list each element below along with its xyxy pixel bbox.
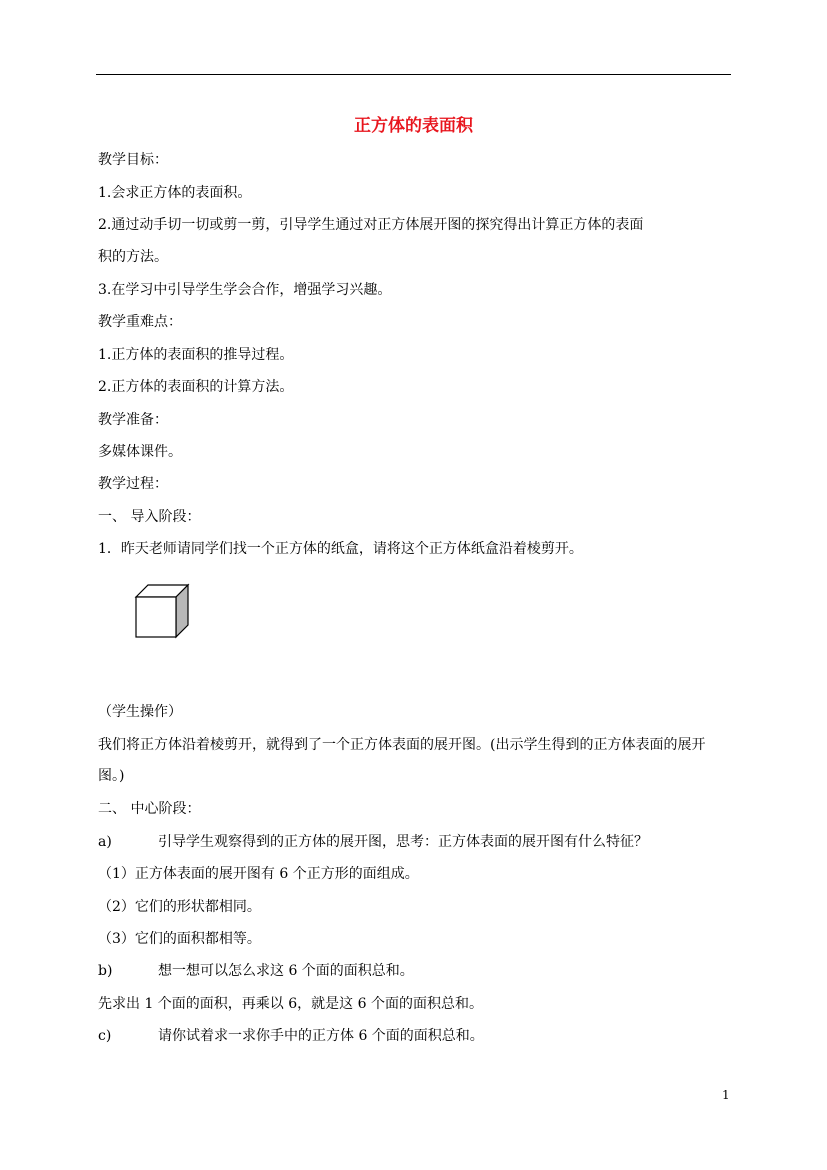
step-1: 1．昨天老师请同学们找一个正方体的纸盒，请将这个正方体纸盒沿着棱剪开。 <box>98 541 583 557</box>
stage-1: 一、 导入阶段： <box>98 509 201 525</box>
key-heading: 教学重难点： <box>98 314 182 330</box>
item-a-text: 引导学生观察得到的正方体的展开图，思考：正方体表面的展开图有什么特征？ <box>158 834 648 850</box>
key-2: 2.正方体的表面积的计算方法。 <box>98 379 294 395</box>
item-b-label: b) <box>98 963 113 979</box>
stage-2: 二、 中心阶段： <box>98 801 201 817</box>
goal-1: 1.会求正方体的表面积。 <box>98 185 252 201</box>
obs-3: （3）它们的面积都相等。 <box>98 931 261 947</box>
goals-heading: 教学目标： <box>98 152 168 168</box>
student-op: （学生操作） <box>98 704 182 720</box>
goal-3: 3.在学习中引导学生学会合作，增强学习兴趣。 <box>98 282 392 298</box>
answer-b: 先求出 1 个面的面积，再乘以 6，就是这 6 个面的面积总和。 <box>98 996 483 1012</box>
obs-2: （2）它们的形状都相同。 <box>98 899 261 915</box>
key-1: 1.正方体的表面积的推导过程。 <box>98 347 294 363</box>
goal-2b: 积的方法。 <box>98 249 168 265</box>
prep-heading: 教学准备： <box>98 412 168 428</box>
obs-1: （1）正方体表面的展开图有 6 个正方形的面组成。 <box>98 866 419 882</box>
para-a: 我们将正方体沿着棱剪开，就得到了一个正方体表面的展开图。(出示学生得到的正方体表面的展开 <box>98 737 706 753</box>
item-c <box>98 1026 484 1046</box>
prep-1: 多媒体课件。 <box>98 444 182 460</box>
item-a-label: a) <box>98 834 112 850</box>
cube-icon <box>134 583 190 639</box>
item-a <box>98 832 648 852</box>
item-c-text: 请你试着求一求你手中的正方体 6 个面的面积总和。 <box>158 1028 484 1044</box>
page-number: 1 <box>722 1088 730 1102</box>
item-b-text: 想一想可以怎么求这 6 个面的面积总和。 <box>158 963 414 979</box>
item-c-label: c) <box>98 1028 112 1044</box>
header-rule <box>96 74 731 75</box>
item-b <box>98 961 414 981</box>
para-b: 图。) <box>98 768 125 784</box>
page-title: 正方体的表面积 <box>354 116 473 136</box>
process-heading: 教学过程： <box>98 476 168 492</box>
goal-2a: 2.通过动手切一切或剪一剪，引导学生通过对正方体展开图的探究得出计算正方体的表面 <box>98 217 644 233</box>
